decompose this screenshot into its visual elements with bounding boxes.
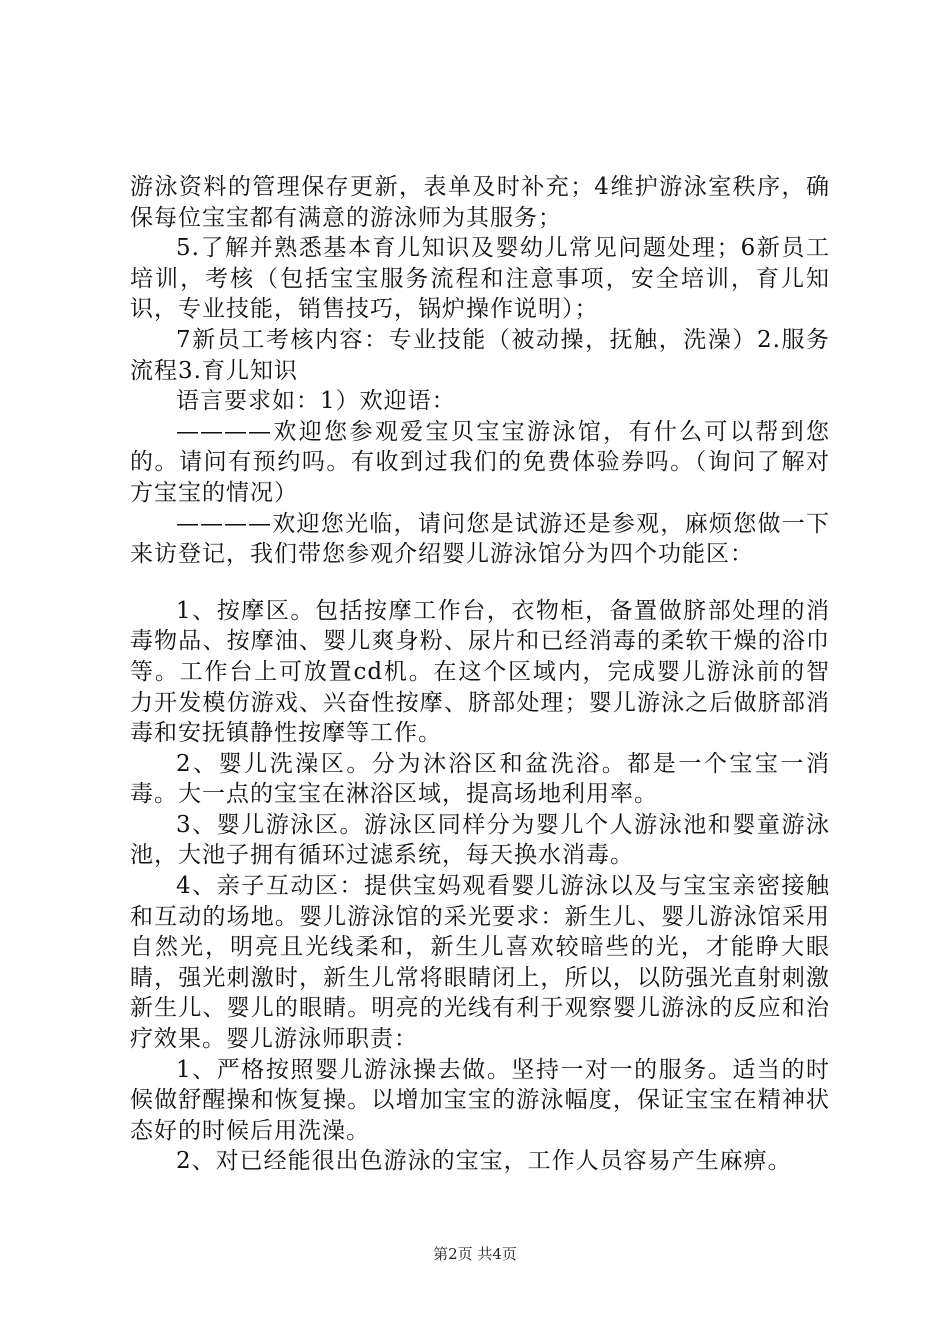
paragraph-9: 3、婴儿游泳区。游泳区同样分为婴儿个人游泳池和婴童游泳池，大池子拥有循环过滤系统，每天换水消毒。: [130, 811, 830, 869]
document-body: [130, 172, 830, 1177]
paragraph-6: ————欢迎您光临，请问您是试游还是参观，麻烦您做一下来访登记，我们带您参观介绍婴儿游泳馆分为四个功能区：: [130, 510, 830, 568]
paragraph-spacer: [130, 570, 830, 596]
paragraph-1: 游泳资料的管理保存更新，表单及时补充；4维护游泳室秩序，确保每位宝宝都有满意的游泳师为其服务；: [130, 174, 830, 231]
paragraph-8: 2、婴儿洗澡区。分为沐浴区和盆洗浴。都是一个宝宝一消毒。大一点的宝宝在淋浴区域，提高场地利用率。: [130, 750, 830, 808]
paragraph-7: 1、按摩区。包括按摩工作台，衣物柜，备置做脐部处理的消毒物品、按摩油、婴儿爽身粉、尿片和已经消毒的柔软干燥的浴巾等。工作台上可放置cd机。在这个区域内，完成婴儿游泳前的智力开发模仿游戏、兴奋性按摩、脐部处理；婴儿游泳之后做脐部消毒和安抚镇静性按摩等工作。: [130, 597, 830, 747]
paragraph-3: 7新员工考核内容：专业技能（被动操，抚触，洗澡）2.服务流程3.育儿知识: [130, 326, 830, 384]
paragraph-12: 2、对已经能很出色游泳的宝宝，工作人员容易产生麻痹。: [176, 1148, 792, 1175]
paragraph-11: 1、严格按照婴儿游泳操去做。坚持一对一的服务。适当的时候做舒醒操和恢复操。以增加宝宝的游泳幅度，保证宝宝在精神状态好的时候后用洗澡。: [130, 1056, 830, 1144]
paragraph-4: 语言要求如：1）欢迎语：: [176, 388, 456, 415]
paragraph-2: 5.了解并熟悉基本育儿知识及婴幼儿常见问题处理；6新员工培训，考核（包括宝宝服务流程和注意事项，安全培训，育儿知识，专业技能，销售技巧，锅炉操作说明）；: [130, 235, 830, 323]
page-number-footer: 第2页 共4页: [433, 1245, 517, 1263]
paragraph-5: ————欢迎您参观爱宝贝宝宝游泳馆，有什么可以帮到您的。请问有预约吗。有收到过我们的免费体验券吗。（询问了解对方宝宝的情况）: [130, 418, 830, 506]
paragraph-10: 4、亲子互动区：提供宝妈观看婴儿游泳以及与宝宝亲密接触和互动的场地。婴儿游泳馆的采光要求：新生儿、婴儿游泳馆采用自然光，明亮且光线柔和，新生儿喜欢较暗些的光，才能睁大眼睛，强光刺激时，新生儿常将眼睛闭上，所以，以防强光直射刺激新生儿、婴儿的眼睛。明亮的光线有利于观察婴儿游泳的反应和治疗效果。婴儿游泳师职责：: [130, 873, 830, 1053]
